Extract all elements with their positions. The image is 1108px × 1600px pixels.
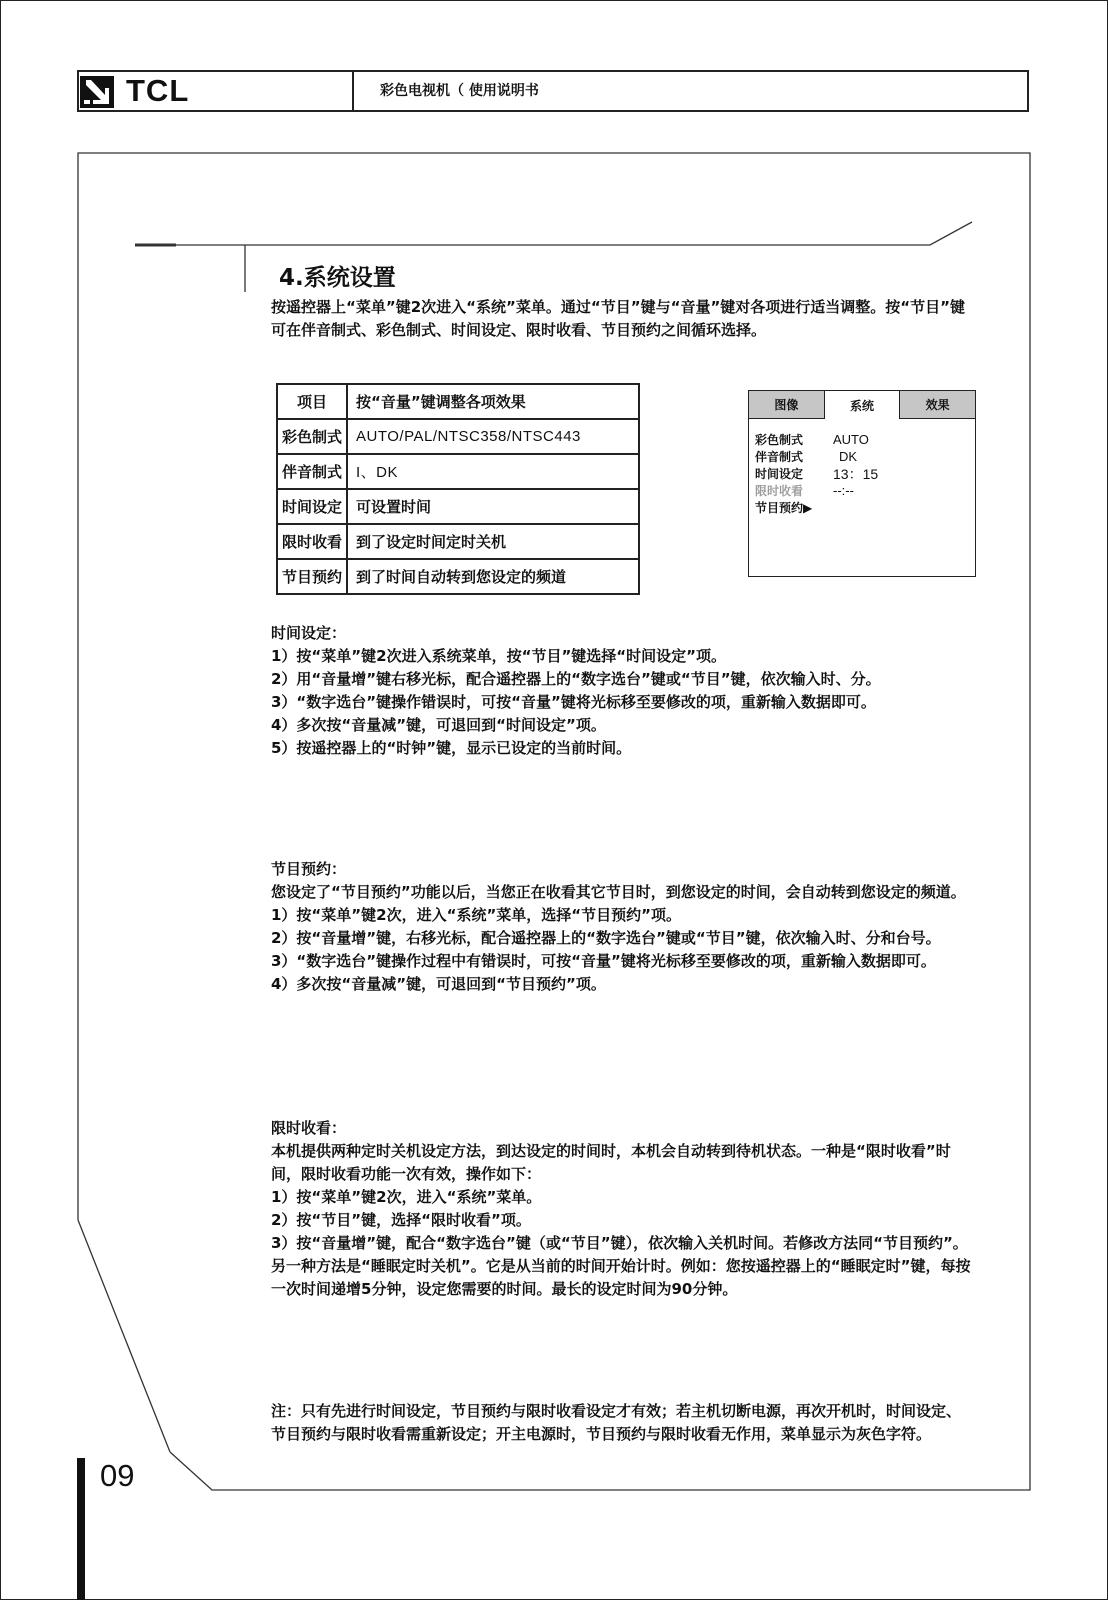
menu-row-label: 限时收看 bbox=[755, 484, 804, 498]
list-item: 2）按“音量增”键，右移光标，配合遥控器上的“数字选台”键或“节目”键，依次输入时、分和台号。 bbox=[271, 929, 941, 947]
menu-tab-picture: 图像 bbox=[749, 391, 824, 419]
settings-table bbox=[276, 383, 640, 595]
menu-row-label: 彩色制式 bbox=[755, 433, 804, 447]
menu-row-label: 伴音制式 bbox=[755, 450, 804, 464]
list-item: 3）“数字选台”键操作错误时，可按“音量”键将光标移至要修改的项，重新输入数据即可。 bbox=[271, 693, 876, 711]
timed-viewing-heading: 限时收看： bbox=[271, 1119, 347, 1137]
list-item: 1）按“菜单”键2次，进入“系统”菜单。 bbox=[271, 1188, 542, 1206]
table-cell-desc: 可设置时间 bbox=[347, 489, 639, 524]
menu-row-program-reservation bbox=[755, 499, 975, 516]
list-item: 4）多次按“音量减”键，可退回到“时间设定”项。 bbox=[271, 716, 606, 734]
table-cell-item: 伴音制式 bbox=[277, 454, 347, 489]
table-cell-desc: I、DK bbox=[347, 454, 639, 489]
table-cell-item: 时间设定 bbox=[277, 489, 347, 524]
table-row bbox=[277, 419, 639, 454]
list-item: 1）按“菜单”键2次，进入“系统”菜单，选择“节目预约”项。 bbox=[271, 906, 682, 924]
section-title: 4.系统设置 bbox=[279, 265, 396, 291]
menu-row-label: 节目预约 bbox=[755, 501, 804, 515]
list-item: 2）按“节目”键，选择“限时收看”项。 bbox=[271, 1211, 531, 1229]
program-reservation-intro: 您设定了“节目预约”功能以后，当您正在收看其它节目时，到您设定的时间，会自动转到您设定的频道。 bbox=[271, 883, 966, 901]
timed-viewing-intro: 本机提供两种定时关机设定方法，到达设定的时间时，本机会自动转到待机状态。一种是“限时收看”时间，限时收看功能一次有效，操作如下： bbox=[271, 1142, 951, 1183]
table-header-cell: 按“音量”键调整各项效果 bbox=[347, 384, 639, 419]
list-item: 2）用“音量增”键右移光标，配合遥控器上的“数字选台”键或“节目”键，依次输入时、分。 bbox=[271, 670, 881, 688]
list-item: 3）按“音量增”键，配合“数字选台”键（或“节目”键），依次输入关机时间。若修改方法同“节目预约”。 bbox=[271, 1234, 968, 1252]
menu-row-value: --:-- bbox=[833, 483, 854, 498]
time-setting-section bbox=[271, 622, 973, 760]
table-cell-item: 彩色制式 bbox=[277, 419, 347, 454]
table-cell-desc: 到了时间自动转到您设定的频道 bbox=[347, 559, 639, 594]
menu-rows bbox=[749, 419, 975, 516]
menu-row-value: DK bbox=[839, 449, 858, 464]
intro-text: 按遥控器上“菜单”键2次进入“系统”菜单。通过“节目”键与“音量”键对各项进行适当调整。按“节目”键可在伴音制式、彩色制式、时间设定、限时收看、节目预约之间循环选择。 bbox=[271, 298, 966, 339]
play-arrow-icon: ▶ bbox=[803, 500, 813, 515]
table-cell-item: 限时收看 bbox=[277, 524, 347, 559]
table-cell-desc: 到了设定时间定时关机 bbox=[347, 524, 639, 559]
table-cell-item: 节目预约 bbox=[277, 559, 347, 594]
table-row bbox=[277, 559, 639, 594]
table-header-cell: 项目 bbox=[277, 384, 347, 419]
menu-tabs bbox=[749, 391, 975, 419]
menu-row-value: 13：15 bbox=[833, 465, 879, 482]
menu-row-label: 时间设定 bbox=[755, 467, 804, 481]
page-number: 09 bbox=[100, 1458, 135, 1493]
system-menu-panel bbox=[748, 390, 976, 577]
note-section bbox=[271, 1400, 973, 1446]
menu-row-time-setting bbox=[755, 465, 975, 482]
list-item: 4）多次按“音量减”键，可退回到“节目预约”项。 bbox=[271, 975, 606, 993]
menu-row-value: AUTO bbox=[833, 432, 869, 447]
section-intro bbox=[271, 296, 973, 342]
page-marker-bar bbox=[77, 1458, 85, 1600]
table-row bbox=[277, 454, 639, 489]
timed-viewing-section bbox=[271, 1117, 973, 1301]
menu-row-timed-viewing bbox=[755, 482, 975, 499]
list-item: 3）“数字选台”键操作过程中有错误时，可按“音量”键将光标移至要修改的项，重新输入数据即可。 bbox=[271, 952, 936, 970]
program-reservation-section bbox=[271, 858, 973, 996]
brand-name: TCL bbox=[126, 73, 190, 108]
menu-tab-system: 系统 bbox=[824, 391, 900, 419]
table-row bbox=[277, 524, 639, 559]
time-setting-heading: 时间设定： bbox=[271, 624, 347, 642]
menu-row-sound-system bbox=[755, 448, 975, 465]
menu-row-color-system bbox=[755, 431, 975, 448]
table-row bbox=[277, 489, 639, 524]
sleep-timer-text: 另一种方法是“睡眠定时关机”。它是从当前的时间开始计时。例如：您按遥控器上的“睡眠定时”键，每按一次时间递增5分钟，设定您需要的时间。最长的设定时间为90分钟。 bbox=[271, 1257, 971, 1298]
list-item: 1）按“菜单”键2次进入系统菜单，按“节目”键选择“时间设定”项。 bbox=[271, 647, 727, 665]
note-text: 注：只有先进行时间设定，节目预约与限时收看设定才有效；若主机切断电源，再次开机时，时间设定、节目预约与限时收看需重新设定；开主电源时，节目预约与限时收看无作用，菜单显示为灰色字符。 bbox=[271, 1402, 962, 1443]
table-cell-desc: AUTO/PAL/NTSC358/NTSC443 bbox=[347, 419, 639, 454]
table-header-row bbox=[277, 384, 639, 419]
menu-tab-effect: 效果 bbox=[899, 391, 975, 419]
program-reservation-heading: 节目预约： bbox=[271, 860, 347, 878]
list-item: 5）按遥控器上的“时钟”键，显示已设定的当前时间。 bbox=[271, 739, 632, 757]
document-title: 彩色电视机（ 使用说明书 bbox=[380, 83, 539, 99]
